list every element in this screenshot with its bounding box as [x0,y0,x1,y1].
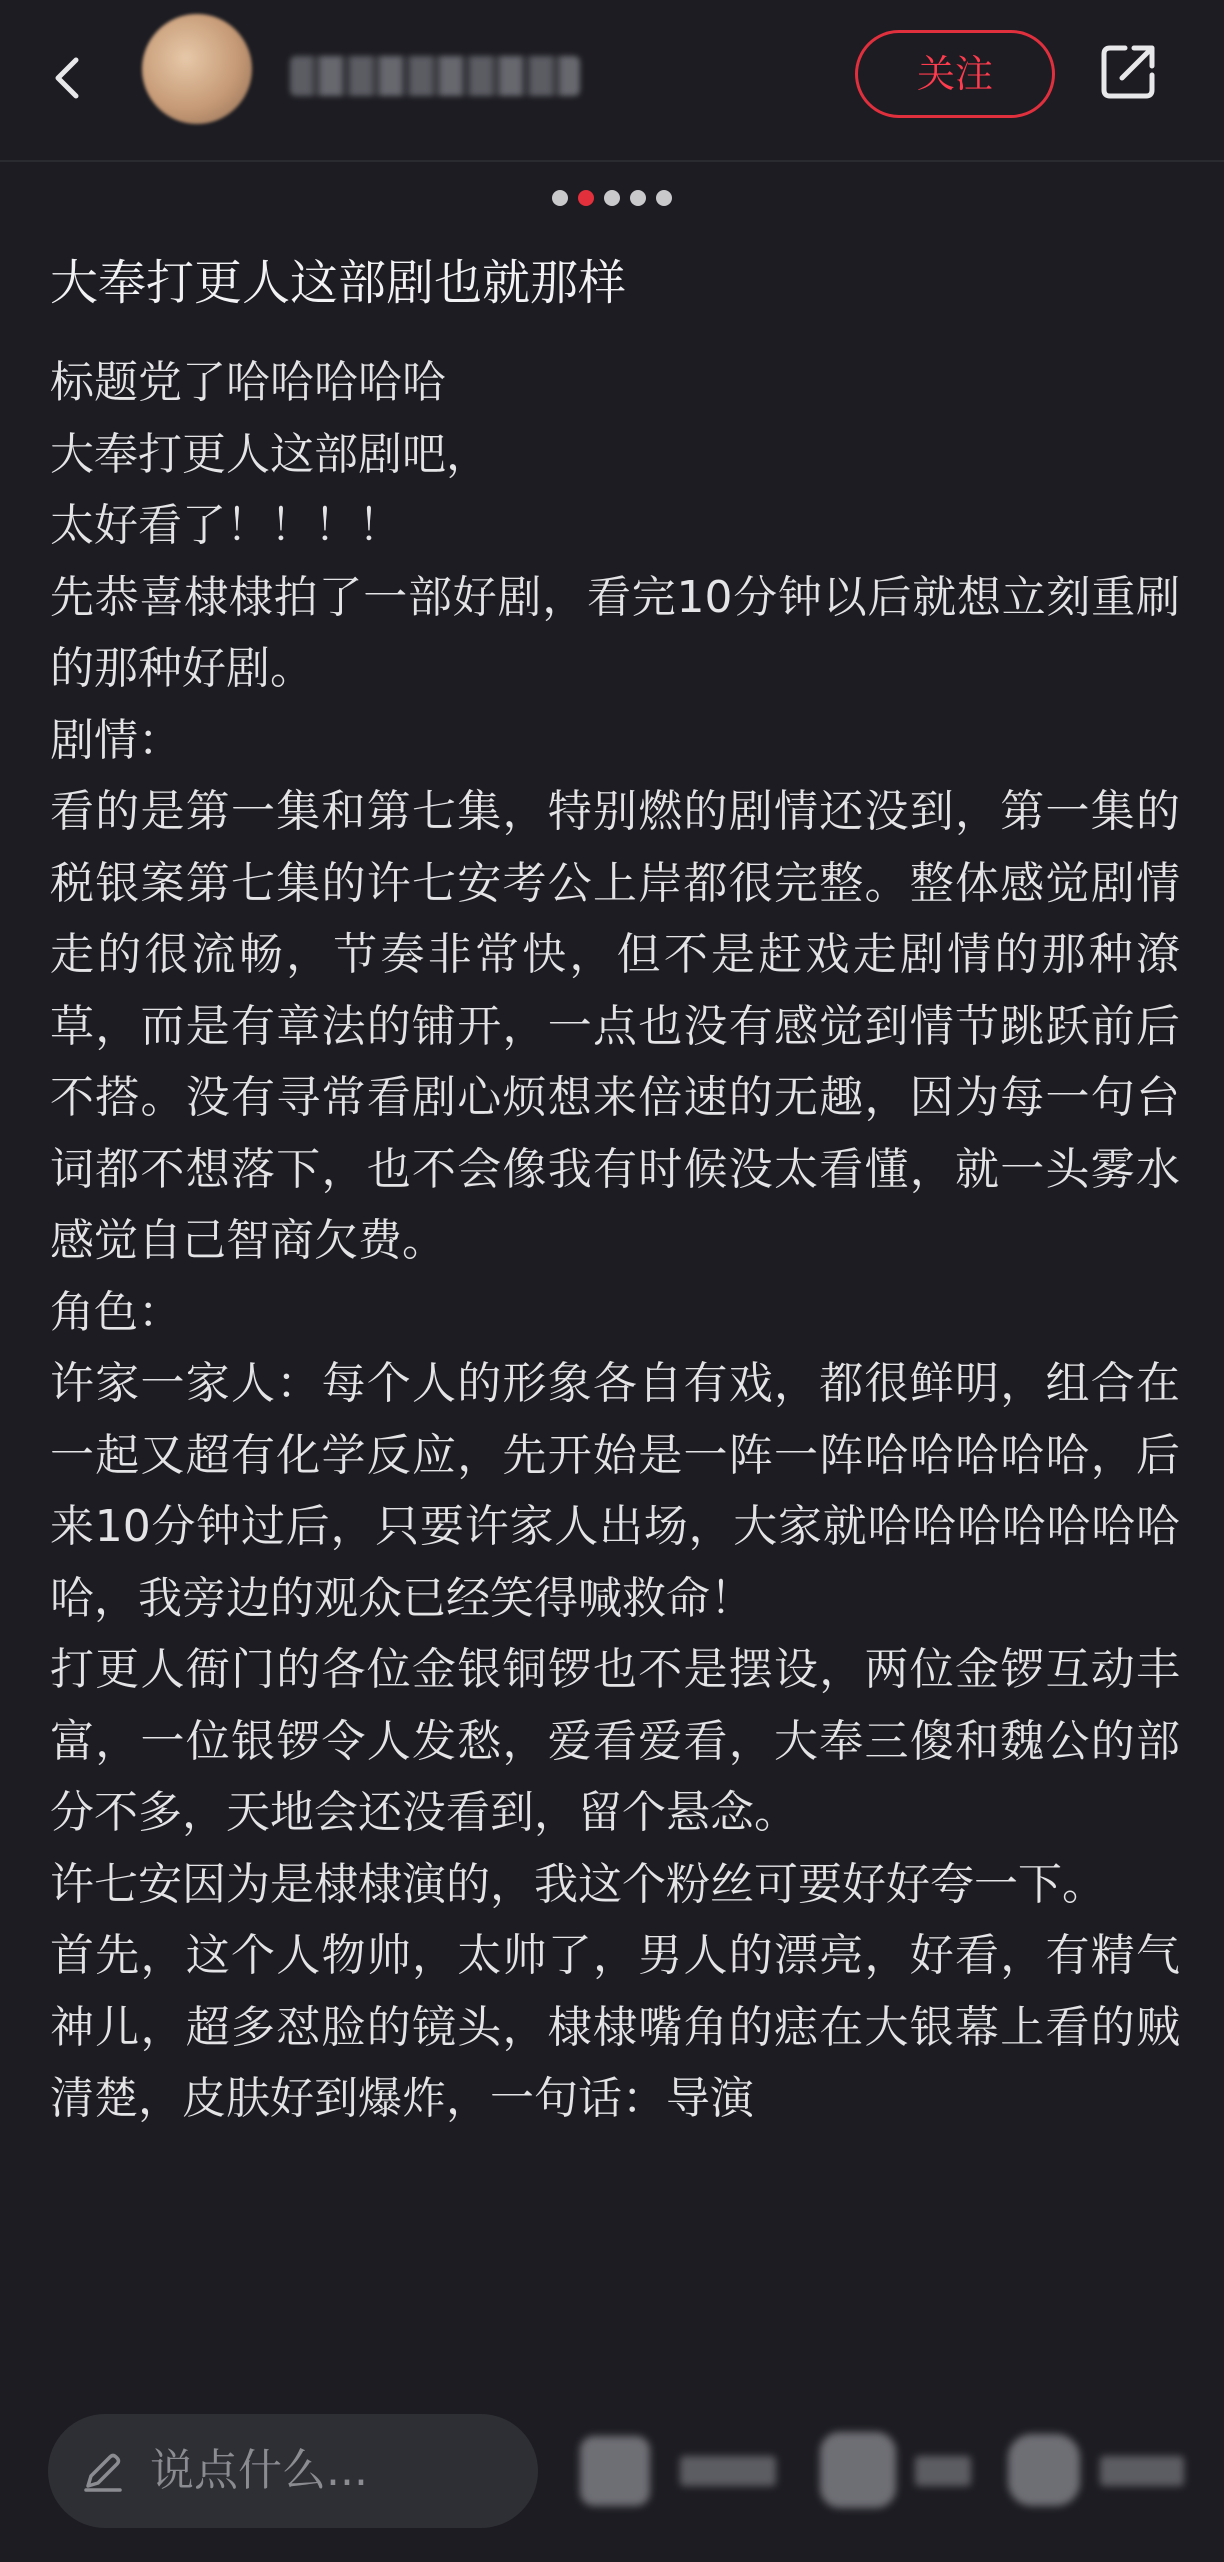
image-carousel-indicator [0,190,1224,210]
top-bar [0,0,1224,162]
author-name-blurred[interactable] [290,56,580,96]
carousel-dot [604,190,620,206]
post-paragraph: 许七安因为是棣棣演的，我这个粉丝可要好好夸一下。 [50,1858,1106,1910]
follow-button[interactable]: 关注 [855,30,1055,118]
post-title: 大奉打更人这部剧也就那样 [50,255,627,311]
post-paragraph: 打更人衙门的各位金银铜锣也不是摆设，两位金锣互动丰富，一位银锣令人发愁，爱看爱看，大奉三傻和魏公的部分不多，天地会还没看到，留个悬念。 [50,1644,1180,1838]
like-icon-blurred[interactable] [580,2436,650,2506]
post-body [50,347,1180,2357]
post-paragraph: 看的是第一集和第七集，特别燃的剧情还没到，第一集的税银案第七集的许七安考公上岸都很完整。整体感觉剧情走的很流畅，节奏非常快，但不是赶戏走剧情的那种潦草，而是有章法的铺开，一点也没有感觉到情节跳跃前后不搭。没有寻常看剧心烦想来倍速的无趣，因为每一句台词都不想落下，也不会像我有时候没太看懂，就一头雾水感觉自己智商欠费。 [50,786,1180,1266]
bottom-bar [0,2380,1224,2562]
post-paragraph: 大奉打更人这部剧吧， [50,428,490,480]
post-paragraph: 剧情： [50,714,182,766]
post-paragraph: 太好看了！！！！ [50,500,402,551]
post-paragraph: 角色： [50,1286,182,1338]
comment-placeholder: 说点什么... [150,2445,368,2496]
post-paragraph: 标题党了哈哈哈哈哈 [50,357,446,408]
collect-icon-blurred[interactable] [820,2432,896,2508]
chevron-left-icon[interactable] [40,48,100,108]
carousel-dot [552,190,568,206]
post-paragraph: 许家一家人：每个人的形象各自有戏，都很鲜明，组合在一起又超有化学反应，先开始是一阵一阵哈哈哈哈哈，后来10分钟过后，只要许家人出场，大家就哈哈哈哈哈哈哈哈，我旁边的观众已经笑得喊救命！ [50,1358,1180,1624]
carousel-dot [578,190,594,206]
carousel-dot [656,190,672,206]
comment-icon-blurred[interactable] [1008,2434,1080,2506]
content-fade [0,2310,1224,2390]
share-external-icon[interactable] [1098,40,1160,102]
carousel-dot [630,190,646,206]
post-paragraph: 先恭喜棣棣拍了一部好剧，看完10分钟以后就想立刻重刷的那种好剧。 [50,571,1180,694]
post-paragraph: 首先，这个人物帅，太帅了，男人的漂亮，好看，有精气神儿，超多怼脸的镜头，棣棣嘴角的痣在大银幕上看的贼清楚，皮肤好到爆炸，一句话：导演 [50,1930,1180,2124]
avatar[interactable] [142,14,252,124]
comment-count-blurred [1100,2456,1184,2486]
comment-input[interactable] [48,2414,538,2528]
pencil-icon [80,2448,126,2494]
collect-count-blurred [915,2456,971,2486]
like-count-blurred [680,2456,776,2486]
